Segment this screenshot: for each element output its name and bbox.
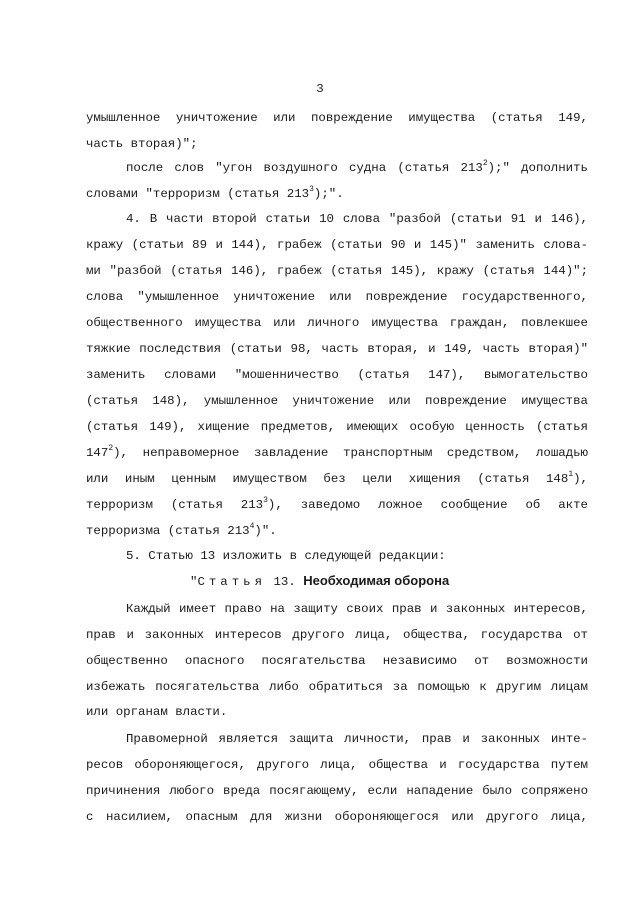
text-line: [86, 186, 588, 202]
text-line: тяжкие последствия (статьи 98, часть вторая, и 149, часть вторая)": [86, 342, 588, 356]
heading-number: 13.: [266, 575, 304, 589]
text-line: прав и законных интересов другого лица, общества, государства от: [86, 628, 588, 642]
text-line: [126, 160, 588, 176]
text-fragment: )".: [254, 524, 277, 538]
text-line: причинения любого вреда посягающему, если нападение было сопряжено: [86, 784, 588, 798]
text-line: [86, 445, 588, 461]
text-line: умышленное уничтожение или повреждение имущества (статья 149,: [86, 111, 588, 125]
superscript: 2: [482, 159, 488, 168]
text-line: заменить словами "мошенничество (статья 147), вымогательство: [86, 368, 588, 382]
text-fragment: ), заведомо ложное сообщение об акте: [267, 498, 588, 512]
text-line: [86, 523, 588, 539]
text-fragment: после слов "угон воздушного судна (статья 213: [126, 161, 483, 175]
text-fragment: терроризма (статья 213: [86, 524, 250, 538]
text-line: (статья 148), умышленное уничтожение или повреждение имущества: [86, 394, 588, 408]
text-fragment: или иным ценным имуществом без цели хищения (статья 148: [86, 472, 569, 486]
heading-quote: ": [190, 575, 198, 589]
text-line: с насилием, опасным для жизни обороняющегося или другого лица,: [86, 810, 588, 824]
text-fragment: терроризм (статья 213: [86, 498, 264, 512]
text-line: кражу (статьи 89 и 144), грабеж (статьи 90 и 145)" заменить слова-: [86, 238, 588, 252]
text-fragment: ), неправомерное завладение транспортным средством, лошадью: [113, 446, 588, 460]
text-line: 4. В части второй статьи 10 слова "разбой (статьи 91 и 146),: [126, 212, 588, 226]
text-line: ресов обороняющегося, другого лица, общества и государства путем: [86, 758, 588, 772]
text-line: слова "умышленное уничтожение или повреждение государственного,: [86, 290, 588, 304]
text-line: [86, 471, 588, 487]
text-line: Каждый имеет право на защиту своих прав и законных интересов,: [126, 602, 588, 616]
text-line: ми "разбой (статья 146), грабеж (статья 145), кражу (статья 144)";: [86, 264, 588, 278]
text-line: часть вторая)";: [86, 137, 198, 151]
heading-word: Статья: [197, 575, 267, 589]
text-line: избежать посягательства либо обратиться за помощью к другим лицам: [86, 680, 588, 694]
text-fragment: 147: [86, 446, 109, 460]
page-number: 3: [316, 82, 324, 96]
superscript: 3: [309, 185, 314, 194]
text-fragment: ),: [573, 472, 588, 486]
text-fragment: );" дополнить: [487, 161, 588, 175]
superscript: 3: [263, 496, 268, 505]
text-line: или органам власти.: [86, 705, 228, 719]
text-line: общественного имущества или личного имущества граждан, повлекшее: [86, 316, 588, 330]
text-line: общественно опасного посягательства независимо от возможности: [86, 654, 588, 668]
text-line: Правомерной является защита личности, прав и законных инте-: [126, 732, 588, 746]
text-line: 5. Статью 13 изложить в следующей редакции:: [126, 549, 446, 563]
text-line: (статья 149), хищение предметов, имеющих особую ценность (статья: [86, 420, 588, 434]
text-fragment: );".: [313, 187, 344, 201]
text-line: [86, 497, 588, 513]
article-heading: [190, 573, 590, 589]
text-fragment: словами "терроризм (статья 213: [86, 187, 310, 201]
superscript: 2: [108, 444, 114, 453]
superscript: 1: [568, 470, 574, 479]
heading-title: Необходимая оборона: [303, 573, 450, 588]
superscript: 4: [249, 522, 255, 531]
